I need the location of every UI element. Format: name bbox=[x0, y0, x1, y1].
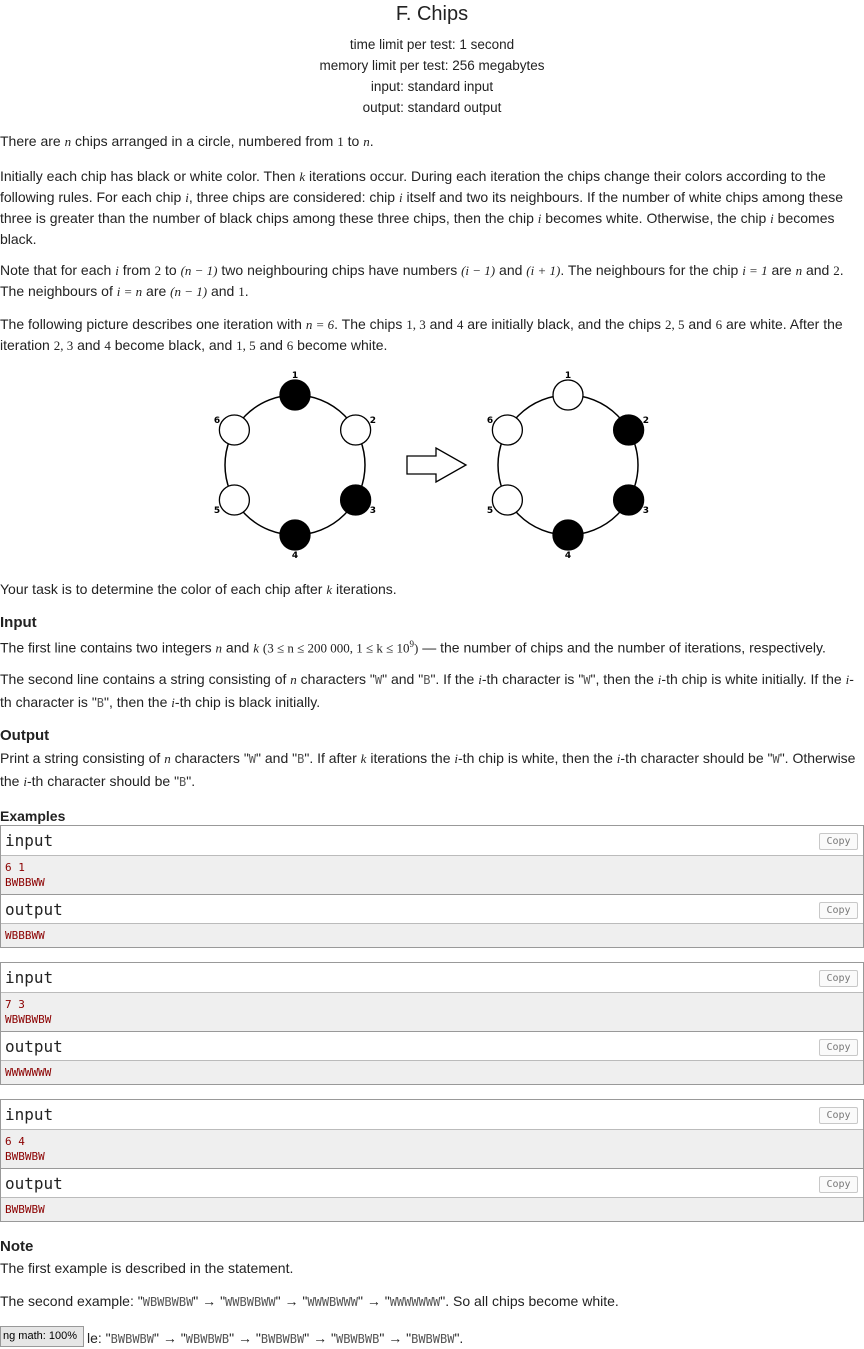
sample-output-text: WBBBWW bbox=[1, 924, 863, 947]
after-chip-label: 2 bbox=[642, 416, 650, 426]
note-title: Note bbox=[0, 1238, 34, 1255]
sample-input-header bbox=[1, 1100, 863, 1130]
after-chip-4 bbox=[553, 520, 583, 550]
time-limit: time limit per test: 1 second bbox=[349, 37, 515, 52]
problem-header bbox=[0, 0, 864, 118]
sample-input-text: 7 3 WBWBWBW bbox=[1, 993, 863, 1031]
before-chip-label: 2 bbox=[369, 416, 377, 426]
sample-output-header bbox=[1, 1031, 863, 1061]
after-chip-label: 6 bbox=[486, 416, 494, 426]
sample-input-text: 6 1 BWBBWW bbox=[1, 856, 863, 894]
memory-limit: memory limit per test: 256 megabytes bbox=[319, 58, 545, 73]
output-file: output: standard output bbox=[362, 100, 502, 115]
input-line-2: The second line contains a string consisting of n characters "W" and "B". If the i-th character is "W", then the i-th chip is white initially. If the i-th character is "B", then the i-th chip is black initially. bbox=[0, 671, 854, 710]
sample-input-header bbox=[1, 826, 863, 856]
sample-output-header bbox=[1, 894, 863, 924]
after-chip-label: 3 bbox=[642, 506, 650, 516]
sample-test-3 bbox=[0, 1099, 864, 1222]
sample-test-2 bbox=[0, 962, 864, 1085]
before-chip-6 bbox=[219, 415, 249, 445]
statement-paragraph-2: Initially each chip has black or white color. Then k iterations occur. During each iteration the chips change their colors according to the following rules. For each chip i, three chips are considered: chip i itself and two its neighbours. If the number of white chips among these three is greater than the number of black chips among these three chips, then the chip i becomes white. Otherwise, the chip i becomes black. bbox=[0, 168, 844, 247]
input-label: input bbox=[5, 1105, 54, 1124]
statement-paragraph-1: There are n chips arranged in a circle, numbered from 1 to n. bbox=[0, 133, 374, 149]
sample-test-1 bbox=[0, 825, 864, 948]
input-line-1: The first line contains two integers n and k (3 ≤ n ≤ 200 000, $1 \le k \le 10^9$) — the number of chips and the number of iterations, respectively. bbox=[0, 639, 826, 656]
before-chip-4 bbox=[280, 520, 310, 550]
copy-input-button[interactable]: Copy bbox=[819, 833, 858, 850]
before-chip-3 bbox=[341, 485, 371, 515]
problem-title: F. Chips bbox=[395, 3, 469, 25]
after-chip-label: 1 bbox=[564, 371, 572, 381]
input-label: input bbox=[5, 831, 54, 850]
after-chip-1 bbox=[553, 380, 583, 410]
input-label: input bbox=[5, 968, 54, 987]
after-chip-label: 5 bbox=[486, 506, 494, 516]
statement-paragraph-5: Your task is to determine the color of each chip after k iterations. bbox=[0, 581, 397, 597]
input-section-title: Input bbox=[0, 614, 37, 631]
before-ring bbox=[225, 395, 365, 535]
problem-limits bbox=[0, 34, 864, 118]
after-ring bbox=[498, 395, 638, 535]
copy-output-button[interactable]: Copy bbox=[819, 1039, 858, 1056]
sample-output-text: BWBWBW bbox=[1, 1198, 863, 1221]
output-label: output bbox=[5, 1174, 63, 1193]
copy-output-button[interactable]: Copy bbox=[819, 1176, 858, 1193]
sample-output-text: WWWWWWW bbox=[1, 1061, 863, 1084]
note-first: The first example is described in the statement. bbox=[0, 1260, 294, 1276]
iteration-figure bbox=[200, 366, 664, 566]
before-chip-label: 3 bbox=[369, 506, 377, 516]
before-chip-label: 4 bbox=[291, 551, 299, 561]
output-label: output bbox=[5, 1037, 63, 1056]
sample-input-header bbox=[1, 963, 863, 993]
sample-input-text: 6 4 BWBWBW bbox=[1, 1130, 863, 1168]
before-chip-1 bbox=[280, 380, 310, 410]
before-chip-2 bbox=[341, 415, 371, 445]
statement-paragraph-4: The following picture describes one iteration with n = 6. The chips 1, 3 and 4 are initially black, and the chips 2, 5 and 6 are white. After the iteration 2, 3 and 4 become black, and 1, 5 and 6 become white. bbox=[0, 316, 843, 353]
before-chip-label: 5 bbox=[213, 506, 221, 516]
after-circle bbox=[487, 371, 649, 561]
copy-input-button[interactable]: Copy bbox=[819, 970, 858, 987]
examples-title: Examples bbox=[0, 808, 66, 824]
statement-paragraph-3: Note that for each i from 2 to (n − 1) two neighbouring chips have numbers (i − 1) and (i + 1). The neighbours for the chip i = 1 are n and 2. The neighbours of i = n are (n − 1) and 1. bbox=[0, 262, 844, 299]
after-chip-2 bbox=[614, 415, 644, 445]
output-label: output bbox=[5, 900, 63, 919]
arrow-icon bbox=[407, 448, 466, 482]
copy-input-button[interactable]: Copy bbox=[819, 1107, 858, 1124]
after-chip-6 bbox=[492, 415, 522, 445]
before-chip-label: 1 bbox=[291, 371, 299, 381]
after-chip-label: 4 bbox=[564, 551, 572, 561]
output-section-title: Output bbox=[0, 727, 50, 744]
after-chip-3 bbox=[614, 485, 644, 515]
copy-output-button[interactable]: Copy bbox=[819, 902, 858, 919]
note-third: le: "BWBWBW" → "WBWBWB" → "BWBWBW" → "WBWBWB" → "BWBWBW". bbox=[87, 1330, 464, 1346]
before-chip-label: 6 bbox=[213, 416, 221, 426]
before-chip-5 bbox=[219, 485, 249, 515]
sample-output-header bbox=[1, 1168, 863, 1198]
before-circle bbox=[214, 371, 376, 561]
after-chip-5 bbox=[492, 485, 522, 515]
input-file: input: standard input bbox=[370, 79, 494, 94]
mathjax-processing-badge: ng math: 100% bbox=[0, 1326, 84, 1347]
note-second: The second example: "WBWBWBW" → "WWBWBWW" → "WWWBWWW" → "WWWWWWW". So all chips become white. bbox=[0, 1293, 619, 1309]
output-description: Print a string consisting of n characters "W" and "B". If after k iterations the i-th chip is white, then the i-th character should be "W". Otherwise the i-th character should be "B". bbox=[0, 750, 856, 789]
